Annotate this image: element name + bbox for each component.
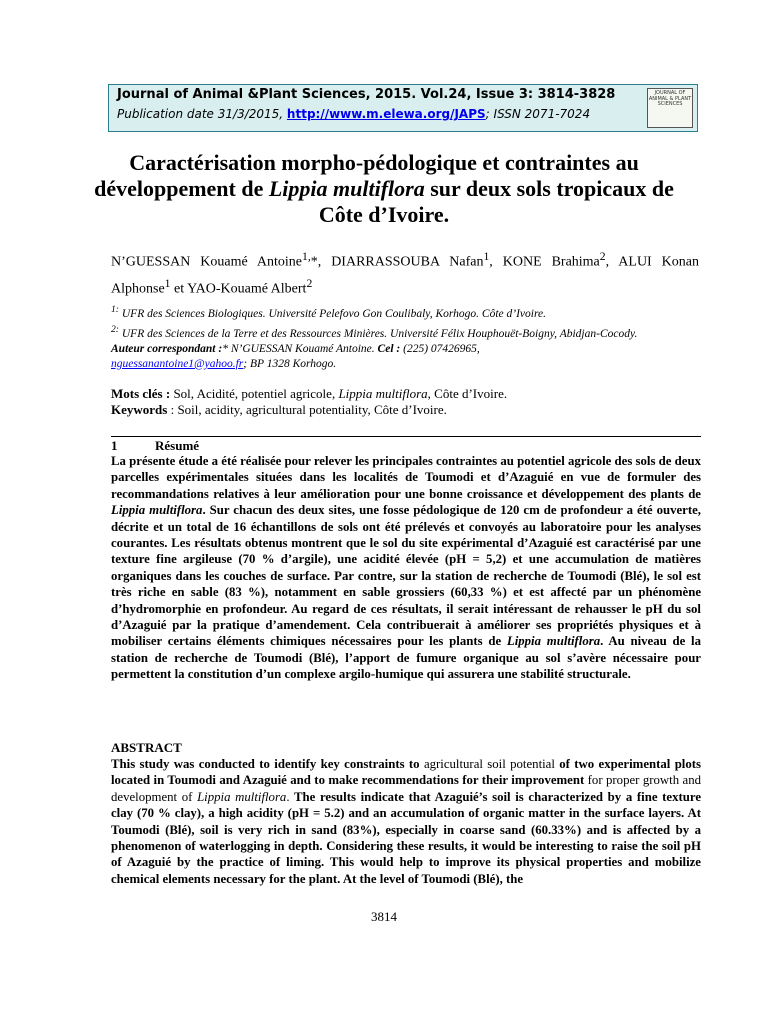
keywords-fr-text1: Sol, Acidité, potentiel agricole, [173, 386, 339, 401]
abstract-text-1: This study was conducted to identify key constraints to [111, 757, 424, 771]
keywords-en-text: : Soil, acidity, agricultural potentiality, Côte d’Ivoire. [167, 402, 447, 417]
abstract-text-2: of two experimental plots located in Toumodi and Azaguié and to make recommendations for their improvement [111, 757, 701, 788]
keywords-fr [111, 386, 701, 402]
author-4-affil: 1 [164, 276, 171, 290]
abstract-text-3: The results indicate that Azaguié’s soil is characterized by a fine texture clay (70 % clay), a high acidity (pH = 5.2) and an accumulation of organic matter in the surface layers. At Toumodi (Blé), soil is very rich in sand (83%), especially in coarse sand (60.33%) and is affected by a phenomenon of waterlogging in depth. Considering these results, it would be interesting to raise the soil pH of Azaguié by the practice of liming. This would help to improve its physical properties and mobilize chemical elements necessary for the plant. At the level of Toumodi (Blé), the [111, 789, 702, 886]
abstract-light-1: agricultural soil potential [423, 757, 555, 771]
title-species: Lippia multiflora [268, 176, 425, 201]
author-list [111, 246, 699, 299]
resume-species-2: Lippia multiflora [506, 634, 601, 649]
resume-text-3: . Au niveau de la station de recherche de Toumodi (Blé), l’apport de fumure organique au sol s’avère nécessaire pour permettent la constitution d’un complexe argilo-humique qui assurera une stabilité structurale. [111, 634, 702, 682]
cel-value: (225) 07426965, [403, 342, 480, 355]
journal-url-link[interactable]: http://www.m.elewa.org/JAPS [286, 107, 486, 121]
author-2: DIARRASSOUBA Nafan [331, 254, 484, 270]
page-number: 3814 [371, 909, 397, 924]
author-3: , KONE Brahima [489, 254, 600, 270]
corresponding-name: * N’GUESSAN Kouamé Antoine. [222, 342, 378, 355]
affiliation-1-marker: 1: [111, 304, 119, 315]
paper-title [80, 150, 688, 228]
author-1-affil: 1, [301, 250, 311, 263]
corresponding-author [111, 342, 701, 357]
resume-heading [111, 438, 199, 454]
abstract-heading: ABSTRACT [111, 740, 182, 755]
author-2-affil: 1 [483, 250, 490, 263]
journal-header-box [108, 84, 698, 132]
affiliation-1-text: UFR des Sciences Biologiques. Université Pelefovo Gon Coulibaly, Korhogo. Côte d’Ivoire. [118, 307, 547, 320]
corresponding-label: Auteur correspondant : [111, 342, 223, 355]
keywords-fr-species: Lippia multiflora [338, 386, 428, 401]
resume-title: Résumé [155, 438, 200, 453]
issn: ; ISSN 2071-7024 [485, 107, 591, 121]
resume-paragraph [111, 453, 701, 683]
resume-text-2: . Sur chacun des deux sites, une fosse pédologique de 120 cm de profondeur a été ouverte, décrite et un total de 16 échantillons de sols ont été prélevés et convoyés au laboratoire pour les analyses courantes. Les résultats obtenus montrent que le sol du site expérimental d’Azaguié est caractérisé par une texture fine argileuse (70 % d’argile), une acidité élevée (pH = 5,2) et une accumulation de matières organiques dans les couches de surface. Par contre, sur la station de recherche de Toumodi (Blé), le sol est très riche en sable (83 %), notamment en sable grossiers (60,33 %) et est affecté par un phénomène d’hydromorphie en profondeur. Au regard de ces résultats, il serait intéressant de rehausser le pH du sol d’Azaguié par la pratique d’amendement. Cela contribuerait à améliorer ses propriétés physiques et à mobiliser certains éléments chimiques nécessaires pour les plants de [111, 503, 701, 649]
author-1: N’GUESSAN Kouamé Antoine [111, 254, 302, 270]
resume-species-1: Lippia multiflora [111, 503, 203, 518]
title-part1: Caractérisation morpho-pédologique et contraintes au développement de [94, 150, 639, 201]
affiliation-2 [111, 322, 701, 342]
email-link[interactable]: nguessanantoine1@yahoo.fr [111, 357, 244, 370]
journal-citation: Journal of Animal &Plant Sciences, 2015. Vol.24, Issue 3: 3814-3828 [117, 87, 616, 102]
publication-date: Publication date 31/3/2015, [117, 107, 287, 121]
journal-logo: JOURNAL OF ANIMAL & PLANT SCIENCES [647, 88, 693, 128]
publication-info [117, 107, 590, 121]
resume-text-1: La présente étude a été réalisée pour relever les principales contraintes au potentiel agricole des sols de deux parcelles expérimentales situées dans les localités de Toumodi et d’Azaguié en vue de formuler des recommandations relatives à leur amélioration pour une bonne croissance et développement des plants de [111, 454, 701, 501]
keywords-fr-label: Mots clés : [111, 386, 174, 401]
author-5-affil: 2 [306, 276, 313, 290]
title-part2: sur deux sols tropicaux de Côte d’Ivoire. [318, 176, 674, 227]
affiliation-2-text: UFR des Sciences de la Terre et des Ressources Minières. Université Félix Houphouët-Boigny, Abidjan-Cocody. [118, 327, 638, 340]
author-3-affil: 2 [599, 250, 606, 263]
keywords-block [111, 386, 701, 418]
postal-box: ; BP 1328 Korhogo. [243, 357, 337, 370]
affiliations [111, 302, 701, 372]
keywords-fr-text2: , Côte d’Ivoire. [427, 386, 508, 401]
keywords-en [111, 402, 701, 418]
author-4: , ALUI Konan Alphonse [111, 254, 699, 297]
affiliation-2-marker: 2: [111, 323, 119, 335]
abstract-paragraph [111, 756, 701, 887]
author-5: et YAO-Kouamé Albert [170, 281, 307, 297]
keywords-en-label: Keywords [111, 402, 168, 417]
cel-label: Cel : [377, 342, 404, 355]
abstract-light-3: . [286, 789, 290, 804]
resume-number: 1 [111, 438, 118, 453]
section-divider [111, 436, 701, 437]
abstract-species: Lippia multiflora [197, 789, 287, 804]
contact-line [111, 357, 701, 372]
author-1-star: *, [310, 254, 332, 270]
affiliation-1 [111, 302, 701, 322]
abstract-light-2: for proper growth and development of [111, 773, 701, 804]
